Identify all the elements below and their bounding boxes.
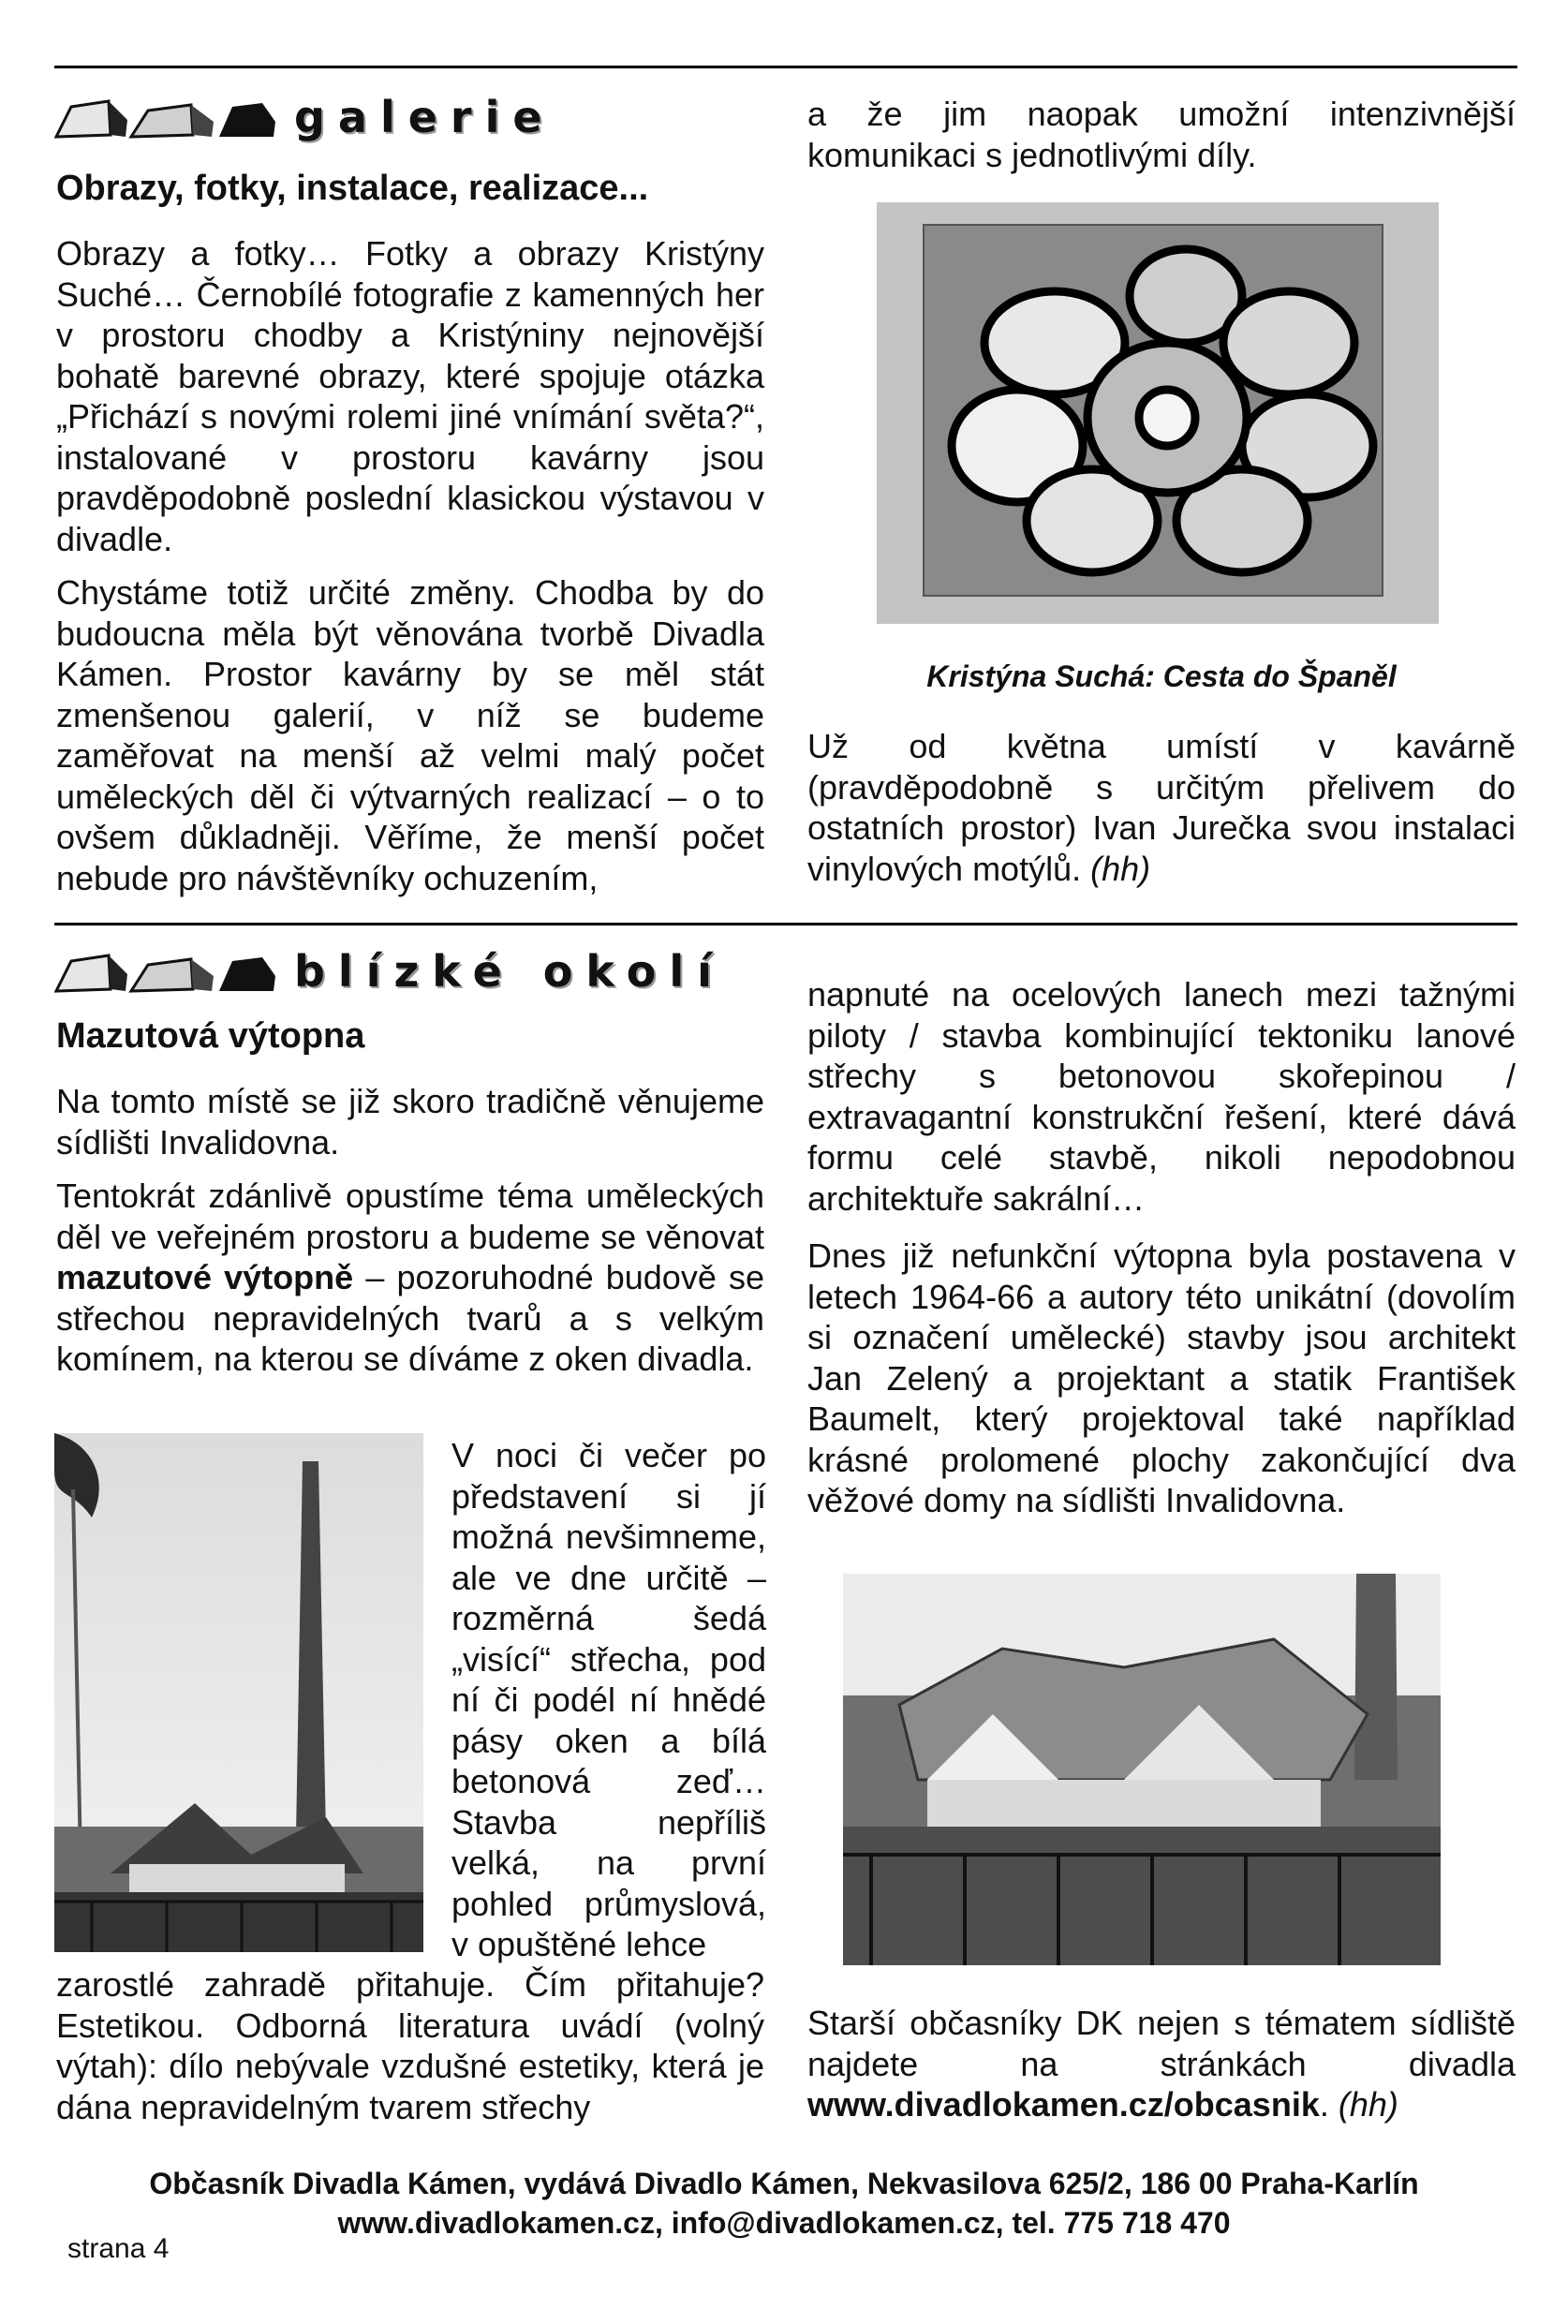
galerie-paragraph-4	[807, 726, 1516, 889]
okoli-right-column	[807, 974, 1516, 1534]
okoli-paragraph-3-full: zarostlé zahradě přitahuje. Čím přitahuje? Estetikou. Odborná literatura uvádí (volný výtah): dílo nebývale vzdušné estetiky, která je dána nepravidelným tvarem střechy	[56, 1965, 764, 2126]
okoli-wrap-text	[451, 1435, 766, 1978]
okoli-paragraph-3-wrap: V noci či večer po představení si jí možná nevšimneme, ale ve dne určitě – rozměrná šedá „visící“ střecha, pod ní či podél ní hnědé pásy oken a bílá betonová zeď… Stavba nepříliš velká, na první pohled průmyslová, v opuštěné lehce	[451, 1436, 766, 1963]
okoli-section-header	[54, 946, 725, 997]
footer-contact: www.divadlokamen.cz, info@divadlokamen.cz, tel. 775 718 470	[337, 2206, 1231, 2240]
galerie-right-column-lower	[807, 659, 1516, 902]
top-rule	[54, 66, 1517, 68]
stones-icon	[54, 948, 279, 995]
galerie-headline: Obrazy, fotky, instalace, realizace...	[56, 169, 649, 208]
painting-caption: Kristýna Suchá: Cesta do Španěl	[926, 659, 1397, 693]
okoli-paragraph-2-b: – pozoruhodné budově se střechou nepravidelných tvarů a s velkým komínem, na kterou se díváme z oken divadla.	[56, 1258, 764, 1378]
okoli-right-paragraph-2: Dnes již nefunkční výtopna byla postavena v letech 1964-66 a autory této unikátní (dovolím si označení umělecké) stavby jsou architekt Jan Zelený a projektant a statik František Baumelt, který projektoval také například krásné prolomené plochy zakončující dva věžové domy na sídlišti Invalidovna.	[807, 1236, 1516, 1519]
galerie-paragraph-2: Chystáme totiž určité změny. Chodba by do budoucna měla být věnována tvorbě Divadla Kámen. Prostor kavárny by se měl stát zmenšenou galerií, v níž se budeme zaměřovat na menší až velmi malý počet uměleckých děl či výtvarných realizací – o to ovšem důkladněji. Věříme, že menší počet nebude pro návštěvníky ochuzením,	[56, 573, 764, 897]
okoli-right-paragraph-3: Starší občasníky DK nejen s tématem sídliště najdete na stránkách divadla www.divadlokamen.cz/obcasnik. (hh)	[807, 2004, 1516, 2124]
middle-rule	[54, 923, 1517, 925]
okoli-section-title: blízké okolí	[294, 946, 725, 997]
okoli-headline: Mazutová výtopna	[56, 1016, 365, 1056]
okoli-right-paragraph-3-text: Starší občasníky DK nejen s tématem sídliště najdete na stránkách divadla	[807, 2004, 1516, 2083]
galerie-section-header	[54, 92, 555, 142]
footer	[0, 2164, 1568, 2243]
painting-photo	[877, 202, 1439, 624]
okoli-paragraph-2-bold: mazutové výtopně	[56, 1258, 354, 1296]
galerie-section-title: galerie	[294, 92, 555, 142]
okoli-right-paragraph-1: napnuté na ocelových lanech mezi tažnými piloty / stavba kombinující tektoniku lanové střechy s betonovou skořepinou / extravagantní konstrukční řešení, které dává formu celé stavbě, nikoli nepodobnou architektuře sakrální…	[807, 975, 1516, 1218]
obcasnik-link[interactable]: www.divadlokamen.cz/obcasnik	[807, 2085, 1320, 2124]
galerie-right-column	[807, 94, 1516, 188]
okoli-right-column-bottom	[807, 2003, 1516, 2139]
galerie-left-column	[56, 169, 764, 911]
boiler-house-photo-chimney	[54, 1433, 423, 1952]
okoli-paragraph-1: Na tomto místě se již skoro tradičně věnujeme sídlišti Invalidovna.	[56, 1082, 764, 1162]
boiler-house-photo-building	[843, 1574, 1441, 1965]
okoli-paragraph-2	[56, 1176, 764, 1380]
galerie-paragraph-3: a že jim naopak umožní intenzivnější komunikaci s jednotlivými díly.	[807, 95, 1516, 174]
okoli-paragraph-2-a: Tentokrát zdánlivě opustíme téma uměleckých děl ve veřejném prostoru a budeme se věnovat	[56, 1177, 764, 1256]
footer-publisher: Občasník Divadla Kámen, vydává Divadlo Kámen, Nekvasilova 625/2, 186 00 Praha-Karlín	[149, 2167, 1419, 2200]
galerie-paragraph-1: Obrazy a fotky… Fotky a obrazy Kristýny Suché… Černobílé fotografie z kamenných her v prostoru chodby a Kristýniny nejnovější bohatě barevné obrazy, které spojuje otázka „Přichází s novými rolemi jiné vnímání světa?“, instalované v prostoru kavárny jsou pravděpodobně poslední klasickou výstavou v divadle.	[56, 234, 764, 558]
galerie-signature: (hh)	[1090, 849, 1151, 888]
galerie-paragraph-4-text: Už od května umístí v kavárně (pravděpodobně s určitým přelivem do ostatních prostor) Ivan Jurečka svou instalaci vinylových motýlů.	[807, 727, 1516, 888]
stones-icon	[54, 94, 279, 141]
okoli-signature: (hh)	[1338, 2085, 1398, 2124]
okoli-left-column	[56, 1016, 764, 1393]
okoli-left-column-bottom	[56, 1964, 764, 2140]
page-number: strana 4	[67, 2233, 170, 2264]
